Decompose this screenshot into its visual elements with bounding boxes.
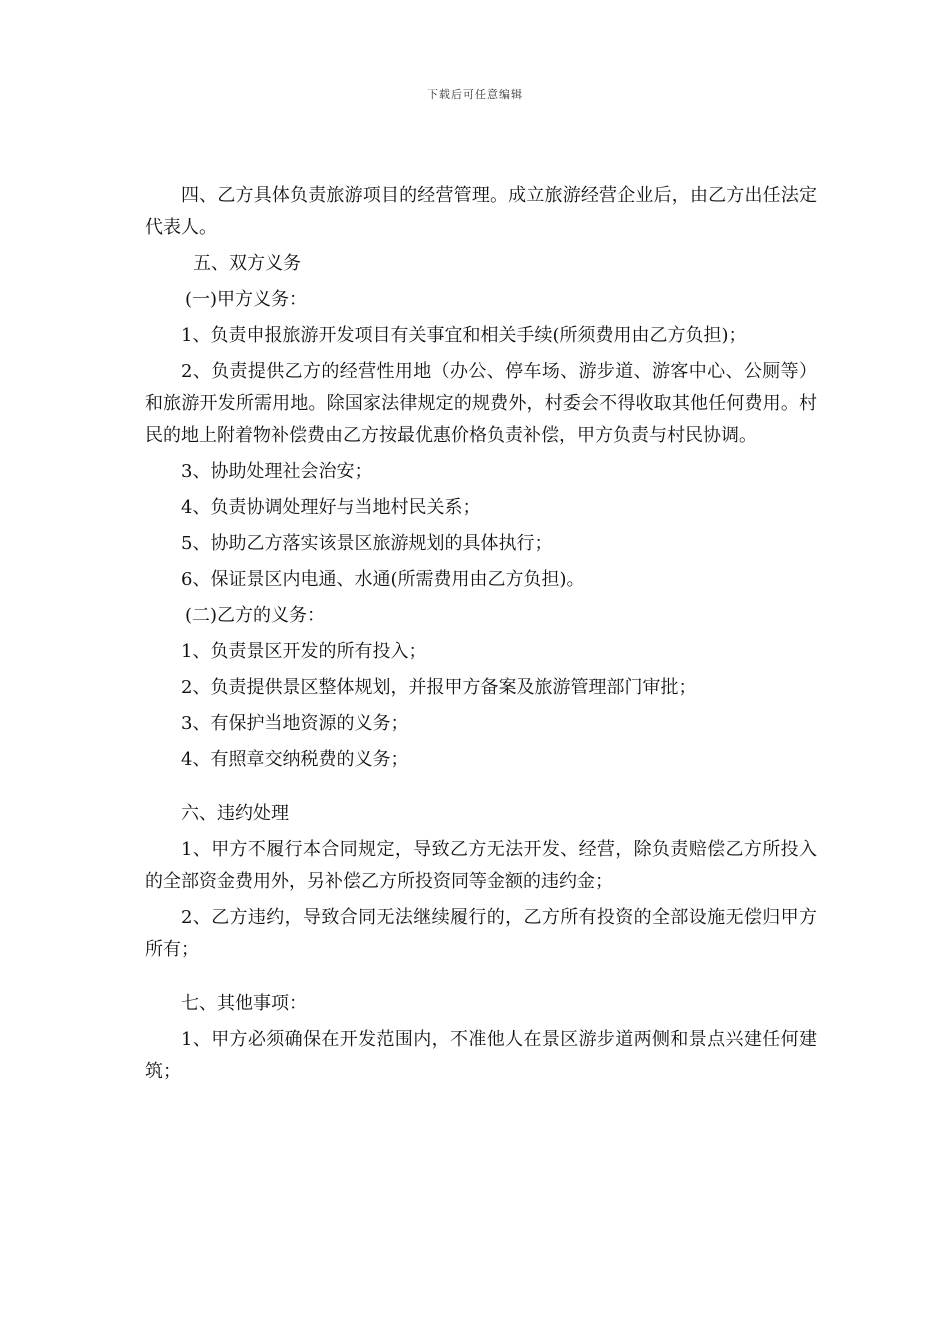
other-item-1: 1、甲方必须确保在开发范围内，不准他人在景区游步道两侧和景点兴建任何建筑； [145,1029,817,1082]
section-7-heading: 七、其他事项： [181,993,307,1014]
party-a-item-6: 6、保证景区内电通、水通(所需费用由乙方负担)。 [181,569,585,590]
section-5-heading: 五、双方义务 [193,253,301,274]
party-b-item-4: 4、有照章交纳税费的义务； [181,749,409,770]
document-body [145,180,817,1092]
party-a-item-5: 5、协助乙方落实该景区旅游规划的具体执行； [181,533,553,554]
party-b-item-2: 2、负责提供景区整体规划，并报甲方备案及旅游管理部门审批； [181,677,697,698]
party-a-item-4: 4、负责协调处理好与当地村民关系； [181,497,481,518]
party-b-item-1: 1、负责景区开发的所有投入； [181,641,427,662]
page-header-note: 下载后可任意编辑 [427,88,523,101]
subsection-party-a-heading: (一)甲方义务： [185,289,308,310]
party-a-item-1: 1、负责申报旅游开发项目有关事宜和相关手续(所须费用由乙方负担)； [181,325,747,346]
party-b-item-3: 3、有保护当地资源的义务； [181,713,409,734]
spacer [145,970,817,988]
spacer [145,780,817,798]
paragraph-4: 四、乙方具体负责旅游项目的经营管理。成立旅游经营企业后，由乙方出任法定代表人。 [145,185,817,238]
party-a-item-3: 3、协助处理社会治安； [181,461,373,482]
section-6-heading: 六、违约处理 [181,803,289,824]
breach-item-2: 2、乙方违约，导致合同无法继续履行的，乙方所有投资的全部设施无偿归甲方所有； [145,907,817,960]
subsection-party-b-heading: (二)乙方的义务： [185,605,326,626]
breach-item-1: 1、甲方不履行本合同规定，导致乙方无法开发、经营，除负责赔偿乙方所投入的全部资金费用外，另补偿乙方所投资同等金额的违约金； [145,839,817,892]
party-a-item-2: 2、负责提供乙方的经营性用地（办公、停车场、游步道、游客中心、公厕等）和旅游开发所需用地。除国家法律规定的规费外，村委会不得收取其他任何费用。村民的地上附着物补偿费由乙方按最优惠价格负责补偿，甲方负责与村民协调。 [145,361,817,446]
